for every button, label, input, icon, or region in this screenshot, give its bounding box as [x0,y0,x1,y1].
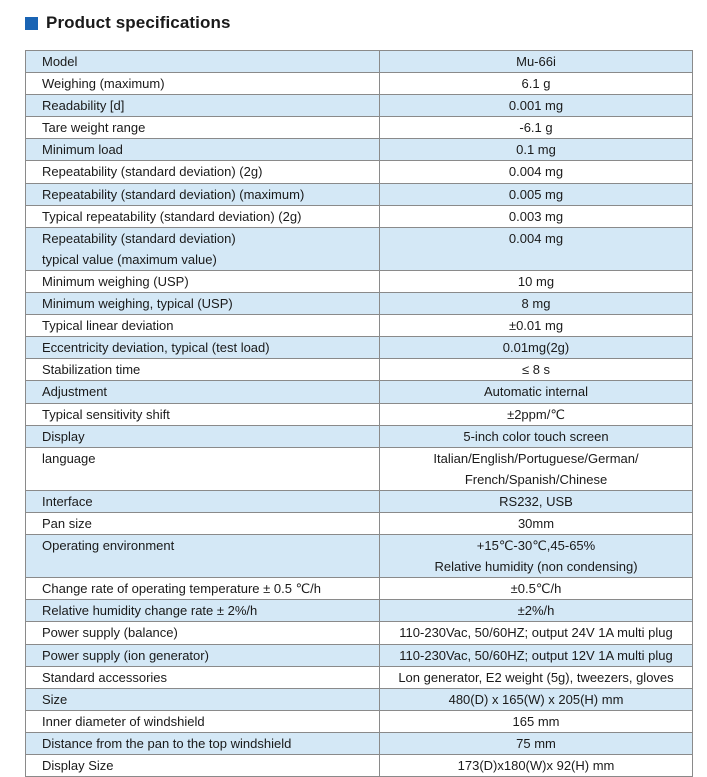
spec-label [26,578,380,600]
spec-label [26,293,380,315]
spec-value [380,710,693,732]
spec-label-line: Minimum weighing, typical (USP) [42,296,233,312]
spec-value [380,117,693,139]
spec-value-line: RS232, USB [499,493,573,509]
spec-value-line: 480(D) x 165(W) x 205(H) mm [448,691,624,707]
spec-row [26,688,693,710]
spec-label [26,512,380,534]
spec-value-line: Lon generator, E2 weight (5g), tweezers, gloves [398,669,674,685]
spec-value [380,535,693,578]
spec-value [380,139,693,161]
spec-label-line: Eccentricity deviation, typical (test load) [42,340,270,356]
spec-row [26,205,693,227]
spec-label-line: Standard accessories [42,669,168,685]
spec-value-line: +15℃-30℃,45-65% [476,538,596,554]
spec-label [26,381,380,403]
spec-label [26,447,380,490]
spec-row [26,315,693,337]
spec-row [26,403,693,425]
spec-label [26,270,380,292]
spec-value-line: ±0.5℃/h [510,581,562,597]
spec-value [380,315,693,337]
spec-row [26,161,693,183]
spec-label-line: Minimum weighing (USP) [42,273,189,289]
spec-label-line: Change rate of operating temperature ± 0.5 ℃/h [42,581,322,597]
spec-label [26,51,380,73]
spec-label [26,622,380,644]
spec-label-line: Typical linear deviation [42,318,174,334]
spec-value-line: Automatic internal [483,384,589,400]
spec-label-line: Tare weight range [42,120,146,136]
spec-value-line: Relative humidity (non condensing) [434,559,638,575]
spec-label-line: Readability [d] [42,98,125,114]
spec-value-line: 173(D)x180(W)x 92(H) mm [457,758,615,773]
spec-row [26,512,693,534]
spec-value-line: ±2%/h [517,603,555,619]
spec-label-line: Adjustment [42,384,108,400]
spec-label-line: Weighing (maximum) [42,76,165,92]
spec-label-line: Typical sensitivity shift [42,406,170,422]
spec-label [26,337,380,359]
spec-row [26,732,693,754]
spec-label-line: Display [42,428,85,444]
spec-value [380,161,693,183]
spec-label-line: Repeatability (standard deviation) (maximum) [42,186,305,202]
spec-row [26,337,693,359]
spec-value [380,73,693,95]
spec-label [26,315,380,337]
spec-value [380,732,693,754]
spec-label [26,688,380,710]
spec-label [26,359,380,381]
spec-label [26,73,380,95]
spec-label-line: Repeatability (standard deviation) (2g) [42,164,263,180]
spec-row [26,622,693,644]
spec-value-line: 6.1 g [521,76,551,92]
spec-label-line: Display Size [42,758,114,773]
spec-row [26,359,693,381]
spec-row [26,293,693,315]
spec-row [26,117,693,139]
spec-value [380,688,693,710]
spec-value-line: 165 mm [512,713,560,729]
spec-row [26,95,693,117]
spec-value [380,337,693,359]
spec-value [380,578,693,600]
spec-label-line: Pan size [42,515,92,531]
spec-label-line: typical value (maximum value) [42,251,217,267]
spec-label [26,666,380,688]
spec-label [26,644,380,666]
spec-label-line: Repeatability (standard deviation) [42,230,236,246]
spec-value [380,205,693,227]
spec-value-line: French/Spanish/Chinese [464,471,608,487]
spec-label [26,535,380,578]
spec-label [26,161,380,183]
spec-value-line: 8 mg [521,296,551,312]
spec-row [26,270,693,292]
spec-label-line: Relative humidity change rate ± 2%/h [42,603,258,619]
spec-value [380,381,693,403]
spec-label-line: Power supply (ion generator) [42,647,209,663]
spec-label-line: Inner diameter of windshield [42,713,205,729]
spec-value [380,403,693,425]
specifications-table-body [26,51,693,777]
spec-value [380,490,693,512]
spec-row [26,381,693,403]
spec-row [26,666,693,688]
spec-label [26,227,380,270]
specifications-table [25,50,693,777]
spec-row [26,535,693,578]
spec-row [26,73,693,95]
spec-value [380,755,693,777]
spec-value [380,512,693,534]
spec-row [26,644,693,666]
spec-label-line: Distance from the pan to the top windshield [42,735,292,751]
spec-label [26,139,380,161]
spec-row [26,600,693,622]
spec-row [26,227,693,270]
spec-value-line: 0.001 mg [508,98,564,114]
spec-value-line: 110-230Vac, 50/60HZ; output 24V 1A multi plug [399,625,673,641]
spec-value [380,425,693,447]
spec-label-line: Typical repeatability (standard deviation) (2g) [42,208,302,224]
section-header [25,12,231,34]
spec-value-line: Italian/English/Portuguese/German/ [433,450,639,466]
spec-label-line: Stabilization time [42,362,141,378]
spec-value [380,447,693,490]
spec-value-line: 30mm [517,515,555,531]
spec-value [380,359,693,381]
spec-label [26,117,380,139]
spec-value [380,293,693,315]
spec-label [26,205,380,227]
spec-row [26,710,693,732]
spec-value-line: -6.1 g [519,120,553,136]
spec-value [380,622,693,644]
spec-label [26,710,380,732]
spec-value-line: ±0.01 mg [508,318,564,334]
spec-label [26,732,380,754]
spec-label-line: language [42,450,96,466]
spec-value-line: 0.01mg(2g) [502,340,570,356]
spec-value [380,666,693,688]
spec-value-line: 110-230Vac, 50/60HZ; output 12V 1A multi plug [399,647,673,663]
spec-value [380,51,693,73]
spec-label [26,490,380,512]
spec-value-line: 0.005 mg [508,186,564,202]
spec-value-line: ±2ppm/℃ [507,406,565,422]
spec-label-line: Minimum load [42,142,123,158]
spec-label [26,425,380,447]
spec-row [26,447,693,490]
spec-value-line: 0.003 mg [508,208,564,224]
spec-row [26,183,693,205]
spec-row [26,139,693,161]
spec-value [380,644,693,666]
spec-value-line: Mu-66i [516,54,556,69]
spec-label-line: Interface [42,493,93,509]
spec-value [380,95,693,117]
spec-value-line: 5-inch color touch screen [463,428,609,444]
spec-value-line: 0.1 mg [516,142,556,158]
spec-row [26,425,693,447]
spec-label [26,600,380,622]
spec-label [26,755,380,777]
spec-value [380,183,693,205]
spec-label-line: Model [42,54,78,69]
spec-row [26,490,693,512]
spec-label [26,183,380,205]
spec-row [26,51,693,73]
spec-value [380,600,693,622]
square-bullet-icon [25,17,38,30]
spec-value-line: 0.004 mg [508,164,564,180]
spec-value-line: 75 mm [516,735,556,751]
spec-value-line: 0.004 mg [508,230,564,246]
spec-row [26,578,693,600]
section-title: Product specifications [46,13,231,32]
spec-label-line: Operating environment [42,538,175,554]
spec-label [26,403,380,425]
spec-value-line: 10 mg [517,273,555,289]
spec-value-line: ≤ 8 s [521,362,551,378]
spec-label-line: Power supply (balance) [42,625,178,641]
spec-value [380,270,693,292]
spec-row [26,755,693,777]
spec-value [380,227,693,270]
spec-label-line: Size [42,691,68,707]
spec-label [26,95,380,117]
